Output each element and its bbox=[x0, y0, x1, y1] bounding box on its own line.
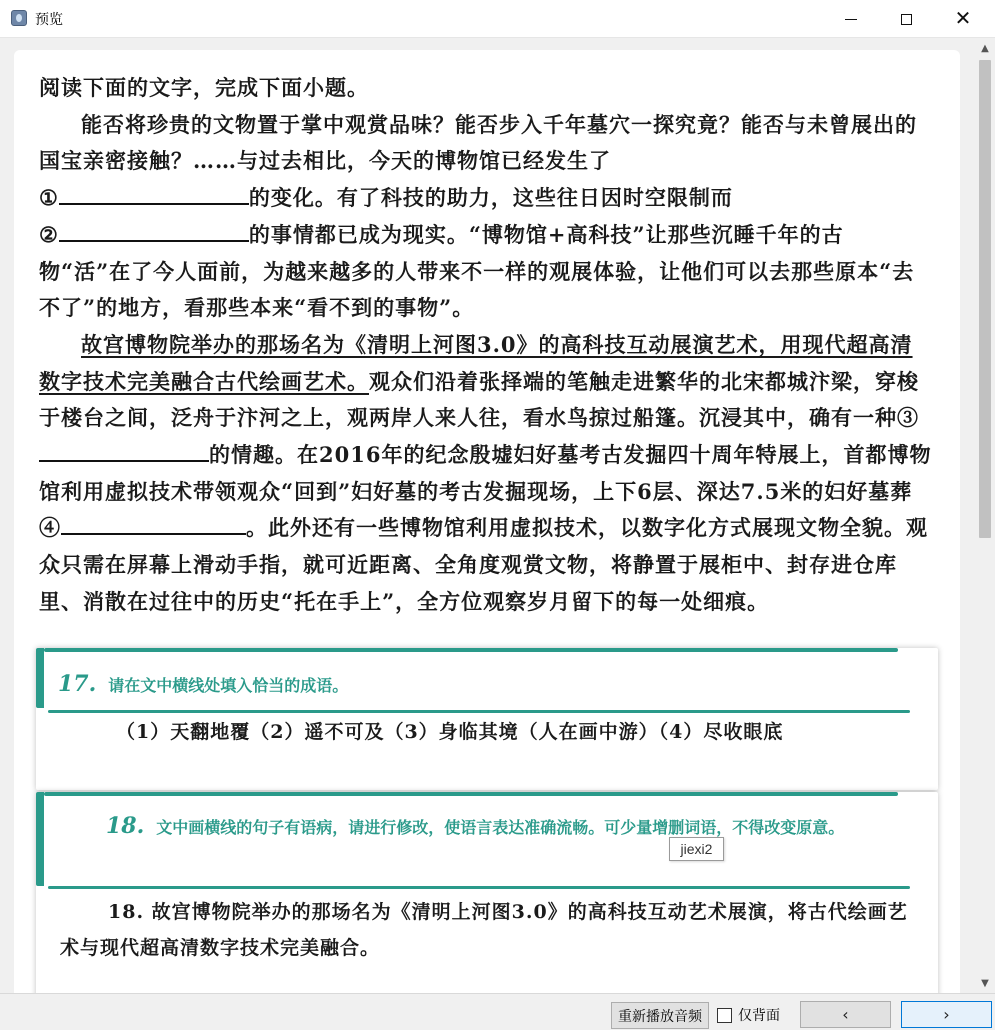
next-button[interactable] bbox=[901, 1001, 992, 1028]
minimize-button[interactable] bbox=[828, 0, 874, 38]
question-number: 18. bbox=[106, 813, 145, 839]
window-title: 预览 bbox=[35, 11, 63, 27]
title-bar bbox=[0, 0, 995, 38]
question-number: 17. bbox=[58, 671, 97, 697]
chevron-right-icon: › bbox=[943, 1005, 950, 1024]
passage-intro: 阅读下面的文字，完成下面小题。 bbox=[39, 75, 369, 100]
app-icon bbox=[11, 10, 27, 26]
blank-line bbox=[59, 183, 249, 205]
question-prompt: 请在文中横线处填入恰当的成语。 bbox=[108, 676, 349, 695]
maximize-button[interactable] bbox=[883, 0, 929, 38]
passage-text: 的情趣。在2016年的纪念殷墟妇好墓考古发掘四十周年特展上，首都博物馆利用虚拟技术带领观众“回到”妇好墓的考古发掘现场，上下6层、深达7.5米的妇好墓葬 bbox=[39, 442, 932, 504]
maximize-icon bbox=[901, 14, 912, 25]
answer-18: 18. 故宫博物院举办的那场名为《清明上河图3.0》的高科技互动艺术展演，将古代绘画艺术与现代超高清数字技术完美融合。 bbox=[60, 901, 908, 959]
vertical-scrollbar[interactable] bbox=[975, 38, 995, 993]
blank-4 bbox=[61, 513, 246, 535]
blank-marker: ③ bbox=[897, 405, 919, 431]
blank-marker: ① bbox=[39, 185, 59, 211]
back-only-checkbox[interactable] bbox=[717, 1008, 732, 1023]
question-header-17 bbox=[58, 668, 918, 702]
minimize-icon bbox=[845, 19, 857, 20]
back-only-toggle[interactable] bbox=[717, 1005, 780, 1025]
passage-text: 的事情都已成为现实。“博物馆+高科技”让那些沉睡千年的古物“活”在了今人面前，为越来越多的人带来不一样的观展体验，让他们可以去那些原本“去不了”的地方，看那些本来“看不到的事物”。 bbox=[39, 221, 915, 321]
preview-page bbox=[14, 50, 960, 993]
close-button[interactable] bbox=[940, 0, 986, 38]
close-icon: ✕ bbox=[954, 8, 972, 30]
answer-17: （1）天翻地覆（2）遥不可及（3）身临其境（人在画中游）（4）尽收眼底 bbox=[116, 721, 784, 743]
blank-2 bbox=[39, 217, 249, 254]
tooltip: jiexi2 bbox=[669, 837, 724, 861]
accent-line bbox=[44, 648, 898, 652]
blank-marker: ④ bbox=[39, 515, 61, 541]
passage-text: 能否将珍贵的文物置于掌中观赏品味？能否步入千年墓穴一探究竟？能否与未曾展出的国宝亲密接触？……与过去相比，今天的博物馆已经发生了 bbox=[39, 111, 917, 174]
scroll-down-icon[interactable]: ▼ bbox=[981, 977, 989, 989]
passage-text: 。此外还有一些博物馆利用虚拟技术，以数字化方式展现文物全貌。观众只需在屏幕上滑动手指，就可近距离、全角度观赏文物，将静置于展柜中、封存进仓库里、消散在过往中的历史“托在手上”，全方位观察岁月留下的每一处细痕。 bbox=[39, 515, 928, 614]
passage-paragraph-2 bbox=[39, 327, 934, 621]
question-prompt: 文中画横线的句子有语病，请进行修改，使语言表达准确流畅。可少量增删词语，不得改变原意。 bbox=[156, 818, 845, 837]
scrollbar-thumb[interactable] bbox=[979, 60, 991, 538]
blank-marker: ② bbox=[39, 221, 59, 247]
passage-paragraph-1 bbox=[39, 107, 934, 327]
accent-bar bbox=[36, 648, 44, 708]
question-card-18 bbox=[36, 792, 938, 993]
back-only-label: 仅背面 bbox=[738, 1008, 780, 1024]
accent-line bbox=[48, 886, 910, 889]
accent-bar bbox=[36, 792, 44, 886]
question-header-18 bbox=[58, 810, 918, 844]
passage-text: 的变化。有了科技的助力，这些往日因时空限制而 bbox=[248, 185, 733, 211]
chevron-left-icon: ‹ bbox=[842, 1005, 849, 1024]
bottom-toolbar bbox=[0, 993, 995, 1030]
accent-line bbox=[44, 792, 898, 796]
underlined-sentence: 故宫博物院举办的那场名为《清明上河图3.0》的高科技互动展演艺术，用现代超高清数字技术完美融合古代绘画艺术。 bbox=[39, 331, 913, 394]
question-card-17 bbox=[36, 648, 938, 790]
blank-1 bbox=[39, 180, 249, 217]
previous-button[interactable] bbox=[800, 1001, 891, 1028]
content-viewport[interactable] bbox=[0, 38, 975, 993]
blank-line bbox=[59, 220, 249, 242]
blank-3 bbox=[39, 440, 209, 462]
reading-passage bbox=[39, 70, 934, 621]
passage-text: 观众们沿着张择端的笔触走进繁华的北宋都城汴梁，穿梭于楼台之间，泛舟于汴河之上，观两岸人来人往，看水鸟掠过船篷。沉浸其中，确有一种 bbox=[39, 368, 919, 431]
replay-audio-button[interactable]: 重新播放音频 bbox=[611, 1002, 709, 1029]
accent-line bbox=[48, 710, 910, 713]
scroll-up-icon[interactable]: ▲ bbox=[981, 42, 989, 54]
